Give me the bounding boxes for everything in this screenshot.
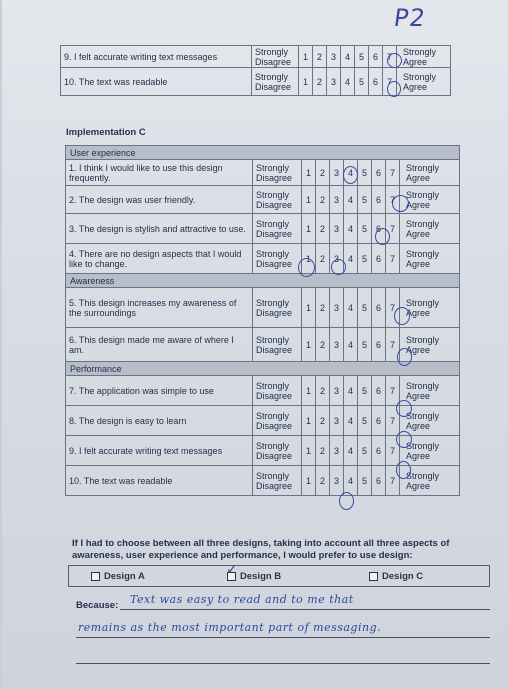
scale-point[interactable]: 5 (358, 406, 372, 436)
question-text: 10. The text was readable (66, 466, 253, 496)
answer-line (120, 609, 490, 610)
design-choice-group (68, 565, 490, 587)
left-anchor: Strongly Disagree (253, 288, 302, 328)
scale-point[interactable]: 7 (386, 186, 400, 214)
scale-point[interactable]: 5 (358, 466, 372, 496)
scale-point[interactable]: 2 (316, 436, 330, 466)
scale-point[interactable]: 7 (386, 436, 400, 466)
scale-point[interactable]: 5 (358, 214, 372, 244)
scale-point[interactable]: 1 (302, 288, 316, 328)
scale-point[interactable]: 5 (358, 328, 372, 362)
handwritten-answer-line-1: Text was easy to read and to me that (130, 593, 354, 606)
question-text: 2. The design was user friendly. (66, 186, 253, 214)
right-anchor: Strongly Agree (400, 436, 460, 466)
scale-point[interactable]: 1 (302, 436, 316, 466)
choice-label: Design B (240, 570, 282, 582)
checkmark-icon: ✓ (226, 562, 238, 578)
scale-point[interactable]: 1 (302, 466, 316, 496)
scale-point[interactable]: 6 (372, 160, 386, 186)
question-text: 9. I felt accurate writing text messages (66, 436, 253, 466)
question-text: 1. I think I would like to use this design frequently. (66, 160, 253, 186)
right-anchor: Strongly Agree (400, 186, 460, 214)
question-text: 7. The application was simple to use (66, 376, 253, 406)
scale-point[interactable]: 6 (372, 466, 386, 496)
scale-point[interactable]: 4 (344, 244, 358, 274)
left-anchor: Strongly Disagree (253, 160, 302, 186)
scale-point[interactable]: 1 (302, 376, 316, 406)
scale-point[interactable]: 5 (358, 436, 372, 466)
handwritten-answer-line-2: remains as the most important part of messaging. (78, 621, 382, 634)
right-anchor: Strongly Agree (397, 68, 451, 96)
choice-label: Design A (104, 570, 145, 582)
right-anchor: Strongly Agree (400, 160, 460, 186)
answer-line (76, 637, 490, 638)
table-row (66, 466, 460, 496)
scale-point[interactable]: 6 (372, 288, 386, 328)
choice-design-a[interactable] (91, 571, 145, 582)
scale-point[interactable]: 7 (386, 288, 400, 328)
top-rating-table (60, 45, 451, 96)
table-row (66, 214, 460, 244)
scale-point[interactable]: 7 (386, 244, 400, 274)
scale-point[interactable]: 7 (386, 214, 400, 244)
right-anchor: Strongly Agree (400, 406, 460, 436)
scale-point[interactable]: 2 (313, 46, 327, 68)
question-text: 9. I felt accurate writing text messages (61, 46, 252, 68)
question-text: 8. The design is easy to learn (66, 406, 253, 436)
preference-prompt: If I had to choose between all three designs, taking into account all three aspects of awareness, user experience and performance, I would prefer to use design: (72, 538, 450, 561)
questionnaire-page (2, 0, 508, 689)
table-row (66, 288, 460, 328)
right-anchor: Strongly Agree (397, 46, 451, 68)
scale-point[interactable]: 4 (344, 288, 358, 328)
scale-point[interactable]: 3 (327, 68, 341, 96)
scale-point[interactable]: 3 (330, 288, 344, 328)
choice-design-c[interactable] (369, 571, 423, 582)
question-text: 5. This design increases my awareness of the surroundings (66, 288, 253, 328)
scale-point[interactable]: 5 (358, 288, 372, 328)
scale-point[interactable]: 2 (316, 288, 330, 328)
table-row (66, 436, 460, 466)
scale-point[interactable]: 2 (316, 376, 330, 406)
handwritten-page-number: P2 (392, 4, 428, 32)
scale-point[interactable]: 7 (383, 68, 397, 96)
right-anchor: Strongly Agree (400, 214, 460, 244)
left-anchor: Strongly Disagree (253, 328, 302, 362)
table-row (66, 328, 460, 362)
table-row (66, 406, 460, 436)
scale-point[interactable]: 6 (369, 46, 383, 68)
scale-point[interactable]: 6 (372, 328, 386, 362)
scale-point[interactable]: 7 (386, 406, 400, 436)
scale-point[interactable]: 3 (330, 214, 344, 244)
section-header-awareness: Awareness (66, 274, 460, 288)
scale-point[interactable]: 5 (355, 46, 369, 68)
left-anchor: Strongly Disagree (253, 186, 302, 214)
scale-point[interactable]: 7 (386, 328, 400, 362)
scale-point[interactable]: 1 (299, 68, 313, 96)
scale-point[interactable]: 4 (341, 68, 355, 96)
right-anchor: Strongly Agree (400, 328, 460, 362)
scale-point[interactable]: 2 (316, 186, 330, 214)
left-anchor: Strongly Disagree (252, 68, 299, 96)
scale-point[interactable]: 7 (386, 160, 400, 186)
scale-point[interactable]: 4 (344, 186, 358, 214)
scale-point[interactable]: 6 (372, 244, 386, 274)
scale-point[interactable]: 6 (372, 406, 386, 436)
left-anchor: Strongly Disagree (253, 406, 302, 436)
scale-point[interactable]: 2 (316, 406, 330, 436)
scale-point[interactable]: 6 (369, 68, 383, 96)
scale-point[interactable]: 2 (313, 68, 327, 96)
scale-point[interactable]: 4 (344, 160, 358, 186)
table-row (61, 68, 451, 96)
right-anchor: Strongly Agree (400, 288, 460, 328)
scale-point[interactable]: 3 (330, 376, 344, 406)
scale-point[interactable]: 1 (302, 160, 316, 186)
scale-point[interactable]: 4 (344, 436, 358, 466)
scale-point[interactable]: 5 (355, 68, 369, 96)
scale-point[interactable]: 5 (358, 244, 372, 274)
left-anchor: Strongly Disagree (253, 436, 302, 466)
scale-point[interactable]: 1 (302, 406, 316, 436)
scale-point[interactable]: 6 (372, 214, 386, 244)
table-row (66, 376, 460, 406)
scale-point[interactable]: 3 (327, 46, 341, 68)
scale-point[interactable]: 4 (344, 328, 358, 362)
table-row (66, 244, 460, 274)
scale-point[interactable]: 7 (386, 376, 400, 406)
scale-point[interactable]: 2 (316, 160, 330, 186)
scale-point[interactable]: 1 (302, 244, 316, 274)
scale-point[interactable]: 3 (330, 436, 344, 466)
scale-point[interactable]: 5 (358, 376, 372, 406)
scale-point[interactable]: 1 (302, 214, 316, 244)
question-text: 6. This design made me aware of where I am. (66, 328, 253, 362)
left-anchor: Strongly Disagree (252, 46, 299, 68)
section-header-performance: Performance (66, 362, 460, 376)
because-label: Because: (76, 600, 119, 611)
scale-point[interactable]: 7 (386, 466, 400, 496)
scale-point[interactable]: 3 (330, 244, 344, 274)
question-text: 10. The text was readable (61, 68, 252, 96)
scale-point[interactable]: 2 (316, 328, 330, 362)
left-anchor: Strongly Disagree (253, 214, 302, 244)
left-anchor: Strongly Disagree (253, 466, 302, 496)
section-header-user-experience: User experience (66, 146, 460, 160)
scale-point[interactable]: 6 (372, 376, 386, 406)
table-row (66, 186, 460, 214)
scale-point[interactable]: 4 (344, 214, 358, 244)
choice-label: Design C (382, 570, 424, 582)
scale-point[interactable]: 3 (330, 328, 344, 362)
scale-point[interactable]: 4 (344, 376, 358, 406)
question-text: 3. The design is stylish and attractive to use. (66, 214, 253, 244)
scale-point[interactable]: 1 (302, 328, 316, 362)
main-rating-table (65, 145, 460, 496)
scale-point[interactable]: 4 (344, 406, 358, 436)
scale-point[interactable]: 3 (330, 186, 344, 214)
left-anchor: Strongly Disagree (253, 244, 302, 274)
scale-point[interactable]: 2 (316, 214, 330, 244)
answer-line (76, 663, 490, 664)
scale-point[interactable]: 7 (383, 46, 397, 68)
scale-point[interactable]: 3 (330, 406, 344, 436)
table-row (61, 46, 451, 68)
checkbox-icon[interactable] (369, 572, 378, 581)
left-anchor: Strongly Disagree (253, 376, 302, 406)
right-anchor: Strongly Agree (400, 376, 460, 406)
scale-point[interactable]: 3 (330, 160, 344, 186)
scale-point[interactable]: 2 (316, 466, 330, 496)
scale-point[interactable]: 4 (344, 466, 358, 496)
scale-point[interactable]: 4 (341, 46, 355, 68)
table-row (66, 160, 460, 186)
question-text: 4. There are no design aspects that I would like to change. (66, 244, 253, 274)
scale-point[interactable]: 3 (330, 466, 344, 496)
scale-point[interactable]: 1 (299, 46, 313, 68)
right-anchor: Strongly Agree (400, 244, 460, 274)
checkbox-icon[interactable] (91, 572, 100, 581)
scale-point[interactable]: 2 (316, 244, 330, 274)
scale-point[interactable]: 6 (372, 186, 386, 214)
scale-point[interactable]: 5 (358, 186, 372, 214)
scale-point[interactable]: 1 (302, 186, 316, 214)
scale-point[interactable]: 5 (358, 160, 372, 186)
right-anchor: Strongly Agree (400, 466, 460, 496)
implementation-heading: Implementation C (66, 127, 146, 138)
scale-point[interactable]: 6 (372, 436, 386, 466)
